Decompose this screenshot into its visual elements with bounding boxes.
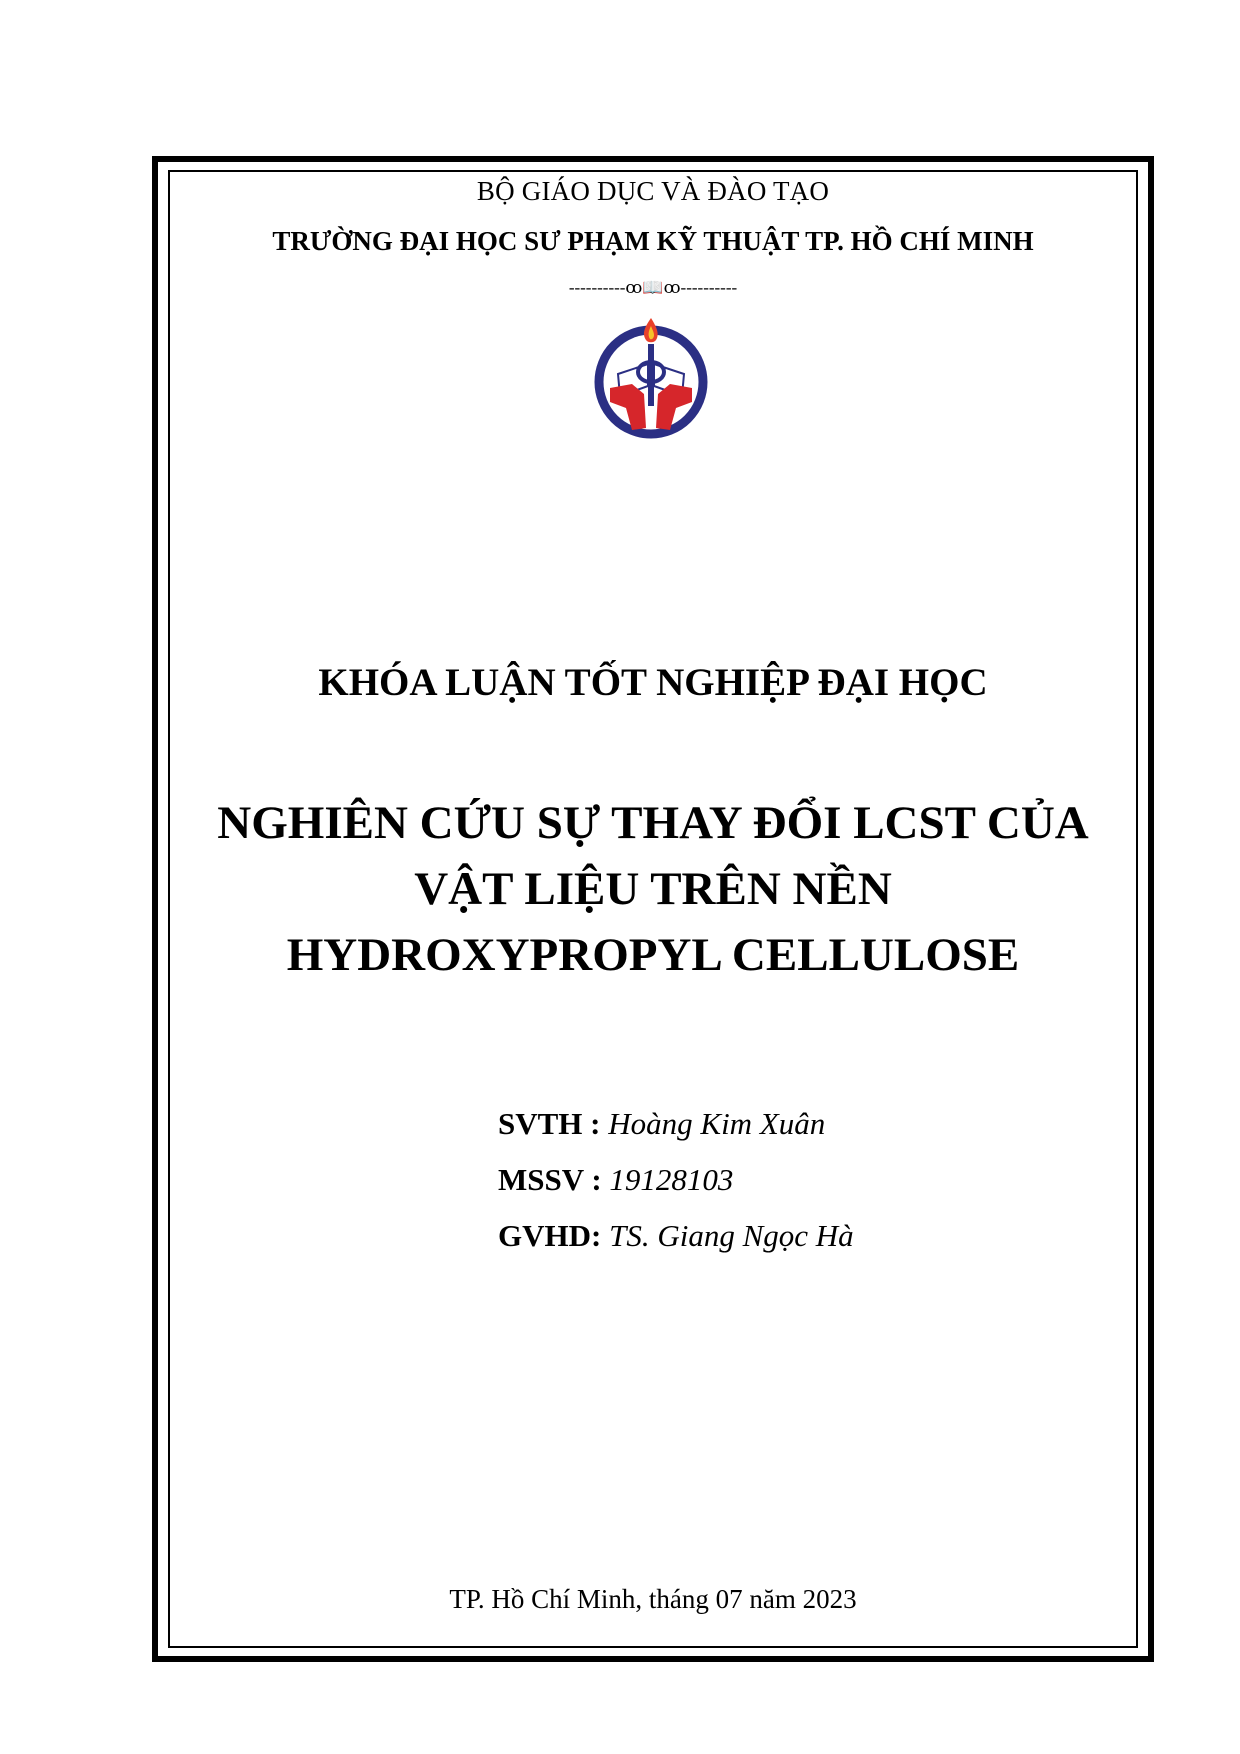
advisor-name: TS. Giang Ngọc Hà xyxy=(609,1218,854,1253)
student-info-row xyxy=(498,1106,825,1142)
student-id: 19128103 xyxy=(609,1162,734,1197)
thesis-type: KHÓA LUẬN TỐT NGHIỆP ĐẠI HỌC xyxy=(318,661,988,704)
university-emblem-icon xyxy=(592,316,710,440)
ministry-name: BỘ GIÁO DỤC VÀ ĐÀO TẠO xyxy=(476,176,830,206)
place-and-date: TP. Hồ Chí Minh, tháng 07 năm 2023 xyxy=(449,1584,857,1614)
student-id-label: MSSV : xyxy=(498,1162,610,1197)
ornament-divider: ----------ꝏ📖ꝏ---------- xyxy=(568,278,738,297)
thesis-title-line-1: NGHIÊN CỨU SỰ THAY ĐỔI LCST CỦA xyxy=(217,797,1089,849)
student-label: SVTH : xyxy=(498,1106,609,1141)
thesis-title-line-3: HYDROXYPROPYL CELLULOSE xyxy=(286,929,1020,981)
university-name: TRƯỜNG ĐẠI HỌC SƯ PHẠM KỸ THUẬT TP. HỒ CHÍ MINH xyxy=(272,226,1034,256)
student-id-row xyxy=(498,1162,733,1198)
student-name: Hoàng Kim Xuân xyxy=(608,1106,826,1141)
thesis-title-line-2: VẬT LIỆU TRÊN NỀN xyxy=(414,863,892,915)
advisor-label: GVHD: xyxy=(498,1218,610,1253)
advisor-row xyxy=(498,1218,854,1254)
